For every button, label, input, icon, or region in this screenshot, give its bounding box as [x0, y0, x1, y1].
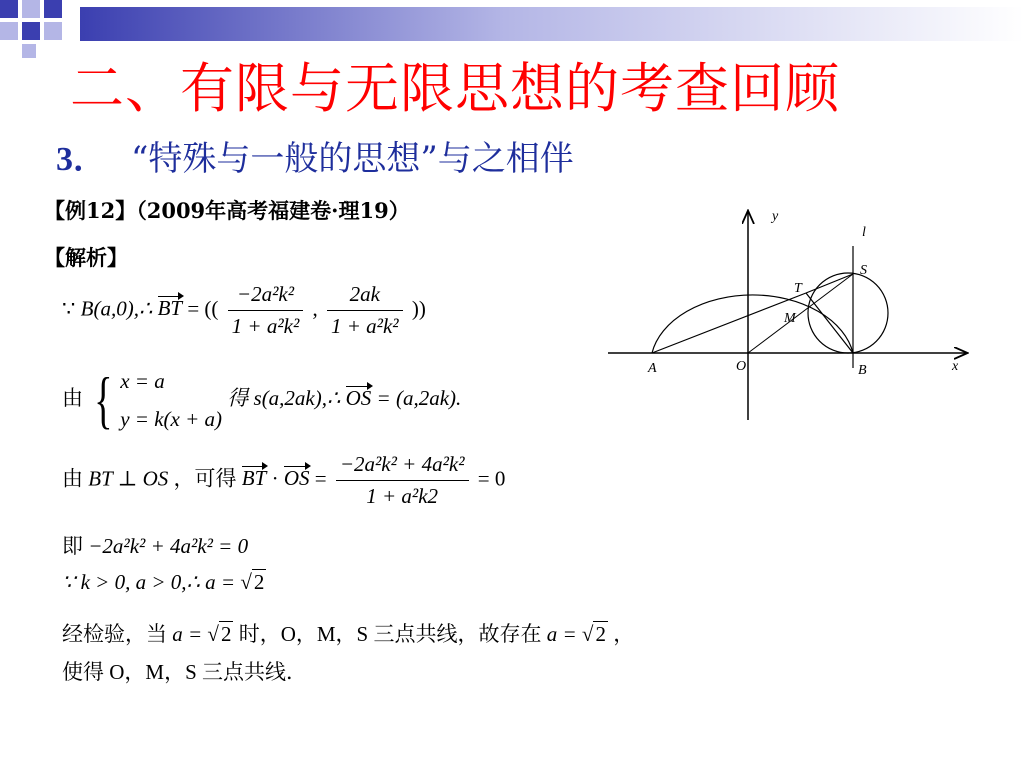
line3-equals: = — [314, 466, 327, 491]
line2-tail: = (a,2ak). — [376, 385, 462, 410]
conclusion-line-1 — [62, 615, 634, 653]
conclusion — [62, 615, 634, 691]
line4-expression: −2a²k² + 4a²k² = 0 — [88, 534, 249, 558]
line4-prefix: 即 — [62, 534, 83, 558]
label-y: y — [772, 209, 779, 224]
perpendicular-condition: BT ⊥ OS — [88, 466, 169, 491]
label-b: B — [858, 363, 867, 378]
label-s: S — [860, 263, 867, 278]
solution-line-1 — [62, 282, 426, 339]
solution-line-2 — [62, 362, 461, 438]
fraction-1-numerator: −2a²k² — [236, 282, 295, 306]
line3-prefix: 由 — [62, 466, 83, 491]
equals-open: = (( — [187, 296, 219, 321]
conclusion-radicand-2: 2 — [595, 622, 606, 646]
point-b: B(a,0),∴ — [80, 296, 153, 321]
fraction-2-denominator: 1 + a²k² — [327, 310, 403, 339]
close-parens: )) — [411, 296, 426, 321]
fraction-1 — [228, 282, 304, 339]
fraction-3 — [336, 452, 469, 509]
label-o: O — [736, 359, 747, 374]
solution-line-4 — [62, 530, 248, 560]
line3-tail: = 0 — [477, 466, 506, 491]
subtitle-number: 3． — [56, 141, 107, 178]
conclusion-start: 经检验，当 — [62, 622, 167, 646]
system-brace: { — [94, 364, 113, 435]
label-a: A — [648, 361, 657, 376]
system-eq-1: x = a — [120, 369, 165, 393]
dot-operator: · — [271, 466, 279, 491]
geometry-figure — [600, 200, 980, 430]
fraction-3-denominator: 1 + a²k2 — [336, 480, 469, 509]
conclusion-line-2: 使得 O，M，S 三点共线． — [62, 660, 308, 684]
vector-bt: BT — [157, 296, 183, 321]
conclusion-radicand: 2 — [220, 622, 232, 646]
subtitle-text: “特殊与一般的思想”与之相伴 — [131, 139, 574, 179]
sqrt-two: √2 — [240, 570, 265, 594]
label-t: T — [794, 281, 802, 296]
line3-mid: ，可得 — [173, 466, 237, 491]
sqrt-radicand: 2 — [253, 570, 265, 594]
conclusion-tail: ， — [613, 622, 635, 646]
solution-line-5 — [62, 570, 266, 595]
segment-as — [806, 274, 853, 293]
vector-os-2: OS — [283, 466, 310, 491]
solution-line-3 — [62, 452, 505, 509]
fraction-1-denominator: 1 + a²k² — [228, 310, 304, 339]
slide-subtitle — [56, 136, 574, 183]
fraction-2 — [327, 282, 403, 339]
conclusion-a-eq: a = — [172, 622, 203, 646]
vector-os: OS — [345, 385, 372, 410]
solution-label: 【解析】 — [44, 245, 128, 270]
conclusion-middle: 时，O，M，S 三点共线，故存在 — [238, 622, 542, 646]
comma: , — [312, 296, 318, 321]
example-label: 【例12】（2009年高考福建卷·理19） — [44, 198, 410, 223]
conclusion-sqrt-2: √2 — [581, 622, 606, 646]
because-symbol: ∵ — [62, 296, 76, 321]
line2-prefix: 由 — [62, 385, 83, 410]
line5-expression: ∵ k > 0, a > 0,∴ a = — [62, 570, 236, 594]
line2-mid: 得 s(a,2ak),∴ — [227, 385, 341, 410]
label-m: M — [784, 311, 796, 326]
segment-at — [652, 293, 806, 353]
conclusion-sqrt: √2 — [207, 622, 232, 646]
system-eq-2: y = k(x + a) — [120, 407, 223, 431]
label-x: x — [952, 359, 959, 374]
fraction-3-numerator: −2a²k² + 4a²k² — [339, 452, 465, 476]
header-decoration — [0, 0, 1024, 50]
segment-tb — [806, 293, 853, 353]
label-l: l — [862, 225, 866, 240]
fraction-2-numerator: 2ak — [349, 282, 380, 306]
equation-system — [120, 362, 222, 438]
vector-bt-2: BT — [241, 466, 267, 491]
conclusion-a-eq-2: a = — [546, 622, 577, 646]
slide-title: 二、有限与无限思想的考查回顾 — [70, 57, 840, 120]
